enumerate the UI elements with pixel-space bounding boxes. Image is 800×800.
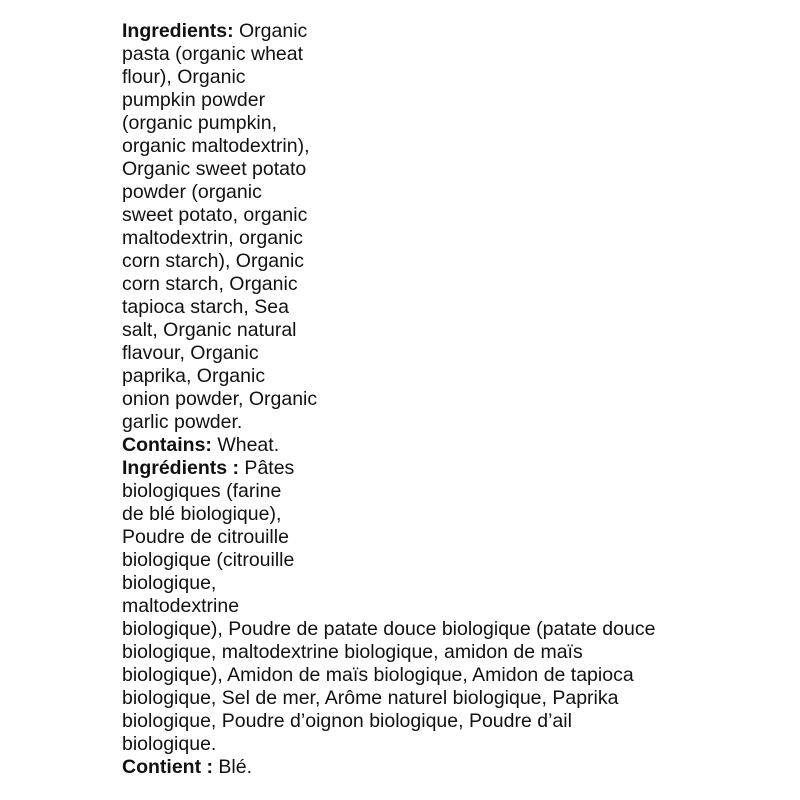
ingredients-line-fr: biologique,: [122, 572, 217, 594]
ingredients-line-en: pumpkin powder: [122, 89, 266, 111]
ingredients-line-fr: biologique.: [122, 733, 217, 755]
ingredients-line-en: garlic powder.: [122, 411, 243, 433]
ingredients-line-en: paprika, Organic: [122, 365, 266, 387]
ingredients-line-en: tapioca starch, Sea: [122, 296, 289, 318]
ingredients-line-en: Organic sweet potato: [122, 158, 307, 180]
ingredients-line-en: flour), Organic: [122, 66, 246, 88]
ingredients-line-en: (organic pumpkin,: [122, 112, 277, 134]
ingredients-line-fr: maltodextrine: [122, 595, 240, 617]
ingredients-heading-fr: Ingrédients :: [122, 457, 240, 479]
ingredients-line-en: onion powder, Organic: [122, 388, 318, 410]
ingredients-line-en: powder (organic: [122, 181, 262, 203]
ingredients-line-en: organic maltodextrin),: [122, 135, 310, 157]
ingredients-line-en: Organic: [233, 20, 308, 42]
ingredients-line-fr: biologique, maltodextrine biologique, amidon de maïs: [122, 641, 583, 663]
ingredients-line-en: flavour, Organic: [122, 342, 259, 364]
ingredients-line-fr: biologique), Poudre de patate douce biologique (patate douce: [122, 618, 656, 640]
ingredients-heading-en: Ingredients:: [122, 20, 234, 42]
ingredients-line-fr: biologiques (farine: [122, 480, 282, 502]
contains-fr: [122, 756, 722, 779]
ingredients-line-en: sweet potato, organic: [122, 204, 308, 226]
ingredients-line-fr: Poudre de citrouille: [122, 526, 289, 548]
contains-en: [122, 434, 722, 457]
contains-heading-en: Contains:: [122, 434, 212, 456]
ingredients-line-en: salt, Organic natural: [122, 319, 297, 341]
ingredients-line-fr: de blé biologique),: [122, 503, 282, 525]
ingredients-line-fr: biologique, Sel de mer, Arôme naturel biologique, Paprika: [122, 687, 619, 709]
ingredients-line-en: corn starch), Organic: [122, 250, 305, 272]
ingredients-line-en: maltodextrin, organic: [122, 227, 304, 249]
ingredients-line-fr: Pâtes: [239, 457, 295, 479]
contains-heading-fr: Contient :: [122, 756, 213, 778]
contains-value-fr: Blé.: [212, 756, 253, 778]
english-ingredients: [122, 20, 722, 457]
ingredients-line-fr: biologique, Poudre d’oignon biologique, Poudre d’ail: [122, 710, 572, 732]
ingredients-line-fr: biologique), Amidon de maïs biologique, Amidon de tapioca: [122, 664, 634, 686]
ingredients-line-fr: biologique (citrouille: [122, 549, 295, 571]
ingredients-line-en: corn starch, Organic: [122, 273, 298, 295]
ingredient-label: [122, 20, 722, 779]
french-ingredients: [122, 457, 722, 779]
ingredients-line-en: pasta (organic wheat: [122, 43, 304, 65]
contains-value-en: Wheat.: [211, 434, 280, 456]
